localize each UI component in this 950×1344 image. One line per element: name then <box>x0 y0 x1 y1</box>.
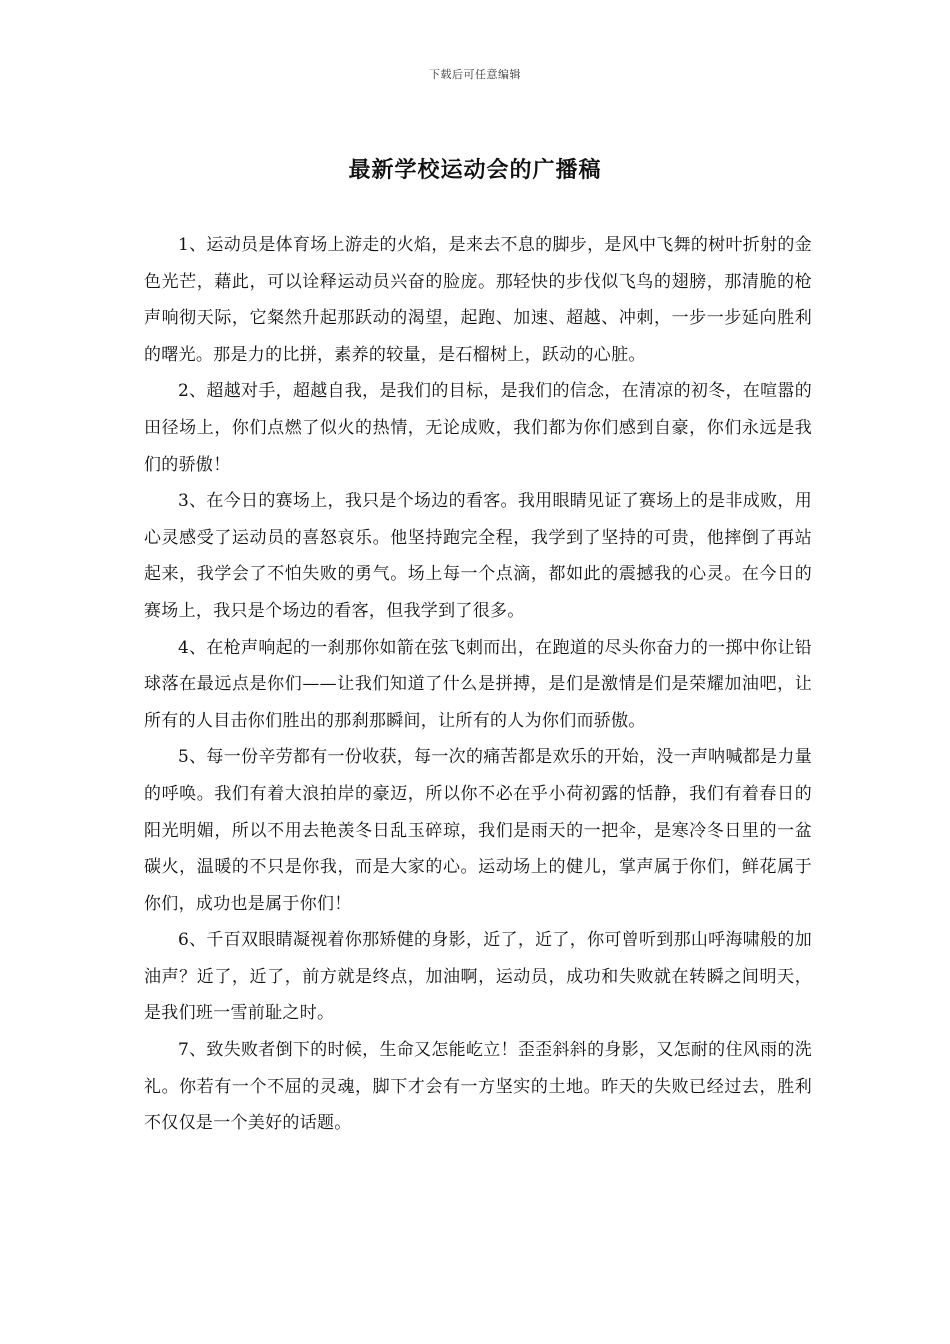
paragraph-2: 2、超越对手，超越自我，是我们的目标，是我们的信念，在清凉的初冬，在喧嚣的田径场上，你们点燃了似火的热情，无论成败，我们都为你们感到自豪，你们永远是我们的骄傲！ <box>144 381 812 475</box>
paragraph-7: 7、致失败者倒下的时候，生命又怎能屹立！歪歪斜斜的身影，又怎耐的住风雨的洗礼。你若有一个不屈的灵魂，脚下才会有一方坚实的土地。昨天的失败已经过去，胜利不仅仅是一个美好的话题。 <box>144 1040 812 1134</box>
paragraph-1: 1、运动员是体育场上游走的火焰，是来去不息的脚步，是风中飞舞的树叶折射的金色光芒，藉此，可以诠释运动员兴奋的脸庞。那轻快的步伐似飞鸟的翅膀，那清脆的枪声响彻天际，它粲然升起那跃动的渴望，起跑、加速、超越、冲刺，一步一步延向胜利的曙光。那是力的比拼，素养的较量，是石榴树上，跃动的心脏。 <box>144 235 812 365</box>
paragraph-5: 5、每一份辛劳都有一份收获，每一次的痛苦都是欢乐的开始，没一声呐喊都是力量的呼唤。我们有着大浪拍岸的豪迈，所以你不必在乎小荷初露的恬静，我们有着春日的阳光明媚，所以不用去艳羡冬日乱玉碎琼，我们是雨天的一把伞，是寒冷冬日里的一盆碳火，温暖的不只是你我，而是大家的心。运动场上的健儿，掌声属于你们，鲜花属于你们，成功也是属于你们！ <box>144 747 812 914</box>
paragraph-4: 4、在枪声响起的一刹那你如箭在弦飞刺而出，在跑道的尽头你奋力的一掷中你让铅球落在最远点是你们——让我们知道了什么是拼搏，是们是激情是们是荣耀加油吧，让所有的人目击你们胜出的那刹那瞬间，让所有的人为你们而骄傲。 <box>144 637 812 731</box>
document-title: 最新学校运动会的广播稿 <box>348 157 602 183</box>
document-body <box>144 227 812 1142</box>
header-note: 下载后可任意编辑 <box>429 68 521 81</box>
paragraph-3: 3、在今日的赛场上，我只是个场边的看客。我用眼睛见证了赛场上的是非成败，用心灵感受了运动员的喜怒哀乐。他坚持跑完全程，我学到了坚持的可贵，他摔倒了再站起来，我学会了不怕失败的勇气。场上每一个点滴，都如此的震撼我的心灵。在今日的赛场上，我只是个场边的看客，但我学到了很多。 <box>144 491 812 621</box>
paragraph-6: 6、千百双眼睛凝视着你那矫健的身影，近了，近了，你可曾听到那山呼海啸般的加油声？近了，近了，前方就是终点，加油啊，运动员，成功和失败就在转瞬之间明天，是我们班一雪前耻之时。 <box>144 930 812 1024</box>
